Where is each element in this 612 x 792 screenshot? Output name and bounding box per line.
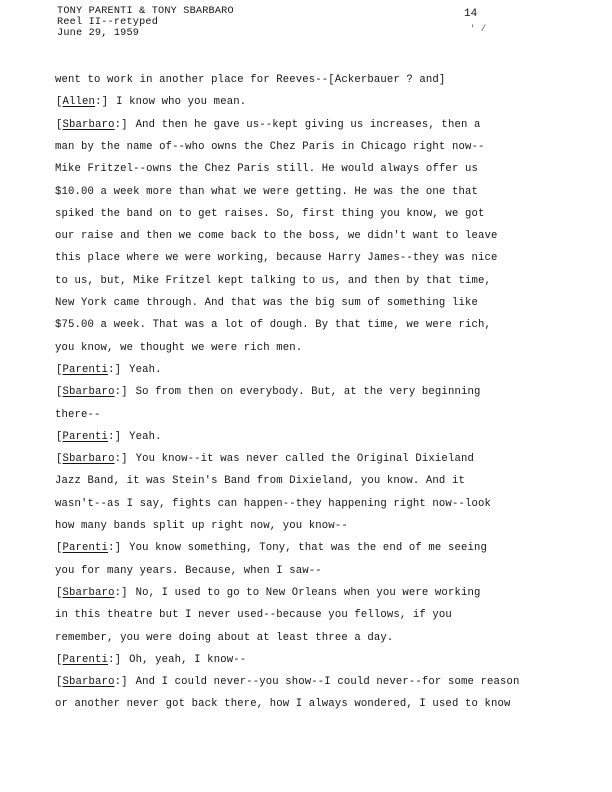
line-text: went to work in another place for Reeves--[Ackerbauer ? and] — [55, 74, 446, 86]
speaker-line — [55, 364, 162, 376]
speaker-line — [55, 453, 474, 465]
speaker-label: Sbarbaro — [62, 676, 115, 689]
speaker-label: Sbarbaro — [62, 453, 115, 466]
speaker-line — [55, 431, 162, 443]
line-text: Jazz Band, it was Stein's Band from Dixieland, you know. And it — [55, 475, 465, 488]
line-text: $75.00 a week. That was a lot of dough. By that time, we were rich, — [55, 319, 491, 332]
transcript-line — [55, 475, 465, 487]
line-text: I know who you mean. — [116, 96, 247, 109]
transcript-line — [55, 74, 445, 86]
line-text: there-- — [55, 408, 101, 421]
speaker-name — [55, 431, 122, 443]
line-text: And I could never--you show--I could never--for some reason — [135, 676, 520, 689]
line-text: spiked the band on to get raises. So, first thing you know, we got — [55, 207, 485, 220]
speaker-label: Parenti — [62, 653, 109, 666]
speaker-line — [55, 119, 480, 131]
transcript-line — [55, 698, 511, 710]
transcript-line — [55, 208, 484, 220]
line-text: this place where we were working, because Harry James--they was nice — [55, 252, 498, 265]
line-text: So from then on everybody. But, at the very beginning — [135, 386, 481, 399]
speaker-label: Sbarbaro — [62, 586, 115, 599]
line-text: how many bands split up right now, you know-- — [55, 520, 348, 532]
speaker-name — [55, 386, 129, 398]
header-names: TONY PARENTI & TONY SBARBARO — [57, 6, 234, 17]
transcript-line — [55, 409, 101, 421]
transcript-line — [55, 186, 478, 198]
speaker-name — [55, 96, 109, 108]
speaker-name — [55, 676, 129, 688]
line-text: or another never got back there, how I always wondered, I used to know — [55, 698, 511, 711]
handwritten-mark: ' / — [470, 24, 487, 34]
transcript-line — [55, 252, 498, 264]
speaker-line — [55, 386, 480, 398]
transcript-line — [55, 342, 302, 354]
line-text: wasn't--as I say, fights can happen--they happening right now--look — [55, 497, 491, 510]
speaker-label: Parenti — [62, 542, 109, 555]
transcript-header — [57, 6, 234, 39]
speaker-label: Sbarbaro — [62, 386, 115, 399]
line-text: And then he gave us--kept giving us increases, then a — [135, 118, 481, 131]
transcript-line — [55, 275, 491, 287]
page-number: 14 — [464, 8, 478, 20]
line-text: No, I used to go to New Orleans when you were working — [135, 586, 481, 599]
header-reel: Reel II--retyped — [57, 17, 159, 28]
transcript-line — [55, 609, 452, 621]
line-text: Yeah. — [129, 363, 162, 376]
line-text: you know, we thought we were rich men. — [55, 341, 303, 354]
speaker-line — [55, 587, 480, 599]
speaker-label: Parenti — [62, 363, 109, 376]
speaker-label: Parenti — [62, 430, 109, 443]
transcript-line — [55, 632, 393, 644]
speaker-name — [55, 654, 122, 666]
line-text: $10.00 a week more than what we were getting. He was the one that — [55, 185, 478, 198]
speaker-label: Sbarbaro — [62, 118, 115, 131]
speaker-line — [55, 654, 246, 666]
speaker-label: Allen — [62, 96, 96, 109]
transcript-line — [55, 319, 491, 331]
line-text: Yeah. — [129, 430, 162, 443]
transcript-line — [55, 141, 484, 153]
speaker-name — [55, 119, 129, 131]
line-text: our raise and then we come back to the boss, we didn't want to leave — [55, 230, 498, 243]
line-text: Mike Fritzel--owns the Chez Paris still. He would always offer us — [55, 163, 478, 176]
speaker-name — [55, 453, 129, 465]
speaker-line — [55, 542, 487, 554]
line-text: man by the name of--who owns the Chez Paris in Chicago right now-- — [55, 140, 485, 153]
line-text: You know something, Tony, that was the end of me seeing — [129, 542, 487, 555]
line-text: in this theatre but I never used--because you fellows, if you — [55, 609, 452, 622]
speaker-name — [55, 587, 129, 599]
speaker-line — [55, 676, 520, 688]
speaker-line — [55, 96, 246, 108]
line-text: to us, but, Mike Fritzel kept talking to us, and then by that time, — [55, 274, 491, 287]
header-date: June 29, 1959 — [57, 28, 140, 39]
transcript-line — [55, 565, 322, 577]
line-text: you for many years. Because, when I saw-- — [55, 564, 322, 577]
line-text: You know--it was never called the Original Dixieland — [135, 453, 474, 466]
line-text: remember, you were doing about at least three a day. — [55, 631, 394, 644]
transcript-line — [55, 520, 348, 532]
speaker-name — [55, 542, 122, 554]
speaker-name — [55, 364, 122, 376]
line-text: New York came through. And that was the big sum of something like — [55, 297, 478, 309]
transcript-line — [55, 297, 478, 309]
transcript-line — [55, 230, 498, 242]
line-text: Oh, yeah, I know-- — [129, 653, 247, 666]
transcript-line — [55, 163, 478, 175]
transcript-line — [55, 498, 491, 510]
